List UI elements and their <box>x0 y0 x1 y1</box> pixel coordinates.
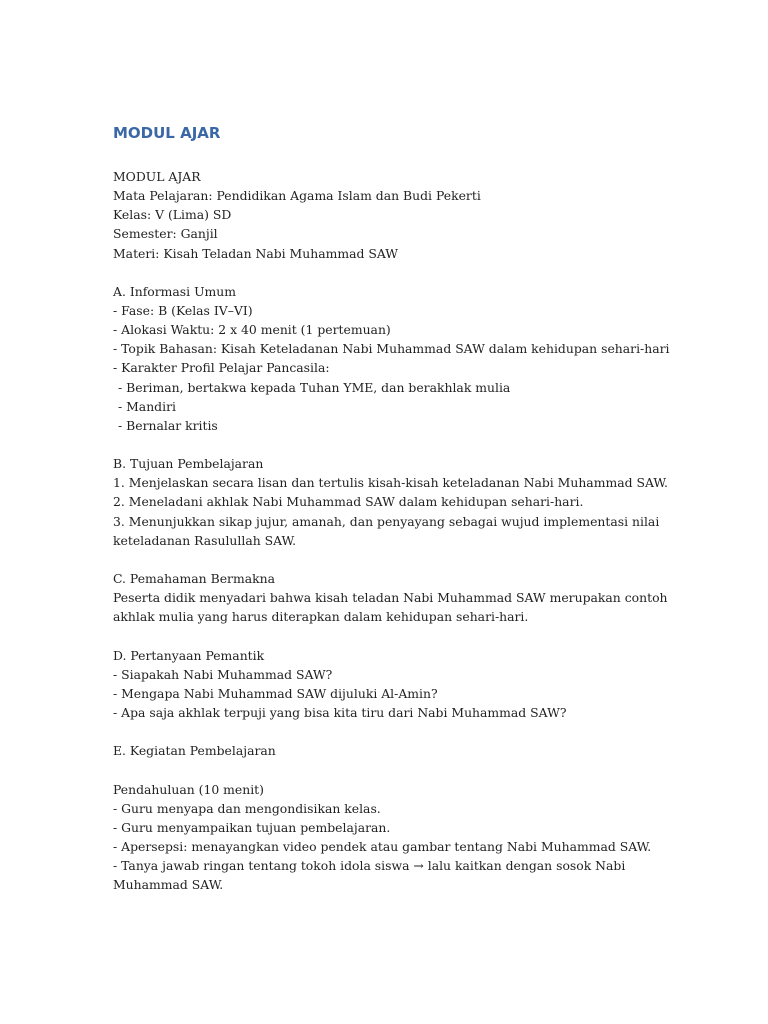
blank-line <box>113 626 673 645</box>
blank-line <box>113 550 673 569</box>
document-body <box>113 167 673 894</box>
section-a-title: A. Informasi Umum <box>113 283 236 299</box>
section-a-subline: - Bernalar kritis <box>118 417 218 433</box>
section-c-title: C. Pemahaman Bermakna <box>113 570 275 586</box>
section-d-line: - Mengapa Nabi Muhammad SAW dijuluki Al-Amin? <box>113 685 438 701</box>
section-a-line: - Fase: B (Kelas IV–VI) <box>113 302 253 318</box>
intro-line: Semester: Ganjil <box>113 226 218 242</box>
section-b-line: 2. Meneladani akhlak Nabi Muhammad SAW dalam kehidupan sehari-hari. <box>113 494 584 510</box>
section-a-line: - Topik Bahasan: Kisah Keteladanan Nabi Muhammad SAW dalam kehidupan sehari-hari <box>113 341 670 357</box>
section-d-title: D. Pertanyaan Pemantik <box>113 647 265 663</box>
pendahuluan-line: - Guru menyampaikan tujuan pembelajaran. <box>113 819 391 835</box>
section-e-title: E. Kegiatan Pembelajaran <box>113 743 276 759</box>
pendahuluan-title: Pendahuluan (10 menit) <box>113 781 264 797</box>
section-b-line: 3. Menunjukkan sikap jujur, amanah, dan penyayang sebagai wujud implementasi nilai <box>113 513 660 529</box>
section-b-line: 1. Menjelaskan secara lisan dan tertulis kisah-kisah keteladanan Nabi Muhammad SAW. <box>113 475 668 491</box>
blank-line <box>113 722 673 741</box>
pendahuluan-line: - Guru menyapa dan mengondisikan kelas. <box>113 800 381 816</box>
blank-line <box>113 435 673 454</box>
intro-line: Materi: Kisah Teladan Nabi Muhammad SAW <box>113 245 399 261</box>
section-d-line: - Siapakah Nabi Muhammad SAW? <box>113 666 333 682</box>
section-b-title: B. Tujuan Pembelajaran <box>113 456 264 472</box>
section-d-line: - Apa saja akhlak terpuji yang bisa kita tiru dari Nabi Muhammad SAW? <box>113 704 567 720</box>
section-c-line: Peserta didik menyadari bahwa kisah teladan Nabi Muhammad SAW merupakan contoh <box>113 590 668 606</box>
section-a-subline: - Beriman, bertakwa kepada Tuhan YME, dan berakhlak mulia <box>118 379 511 395</box>
document-heading: MODUL AJAR <box>113 124 221 142</box>
intro-line: MODUL AJAR <box>113 169 201 184</box>
intro-line: Kelas: V (Lima) SD <box>113 207 232 223</box>
section-a-line: - Karakter Profil Pelajar Pancasila: <box>113 360 330 376</box>
section-c-line: akhlak mulia yang harus diterapkan dalam kehidupan sehari-hari. <box>113 609 529 625</box>
section-a-line: - Alokasi Waktu: 2 x 40 menit (1 pertemuan) <box>113 322 391 338</box>
blank-line <box>113 760 673 779</box>
pendahuluan-line: - Apersepsi: menayangkan video pendek atau gambar tentang Nabi Muhammad SAW. <box>113 838 652 854</box>
pendahuluan-line: - Tanya jawab ringan tentang tokoh idola siswa → lalu kaitkan dengan sosok Nabi <box>113 858 626 874</box>
pendahuluan-line: Muhammad SAW. <box>113 877 224 893</box>
blank-line <box>113 263 673 282</box>
intro-line: Mata Pelajaran: Pendidikan Agama Islam dan Budi Pekerti <box>113 188 481 204</box>
section-b-line: keteladanan Rasulullah SAW. <box>113 532 297 548</box>
section-a-subline: - Mandiri <box>118 398 176 414</box>
